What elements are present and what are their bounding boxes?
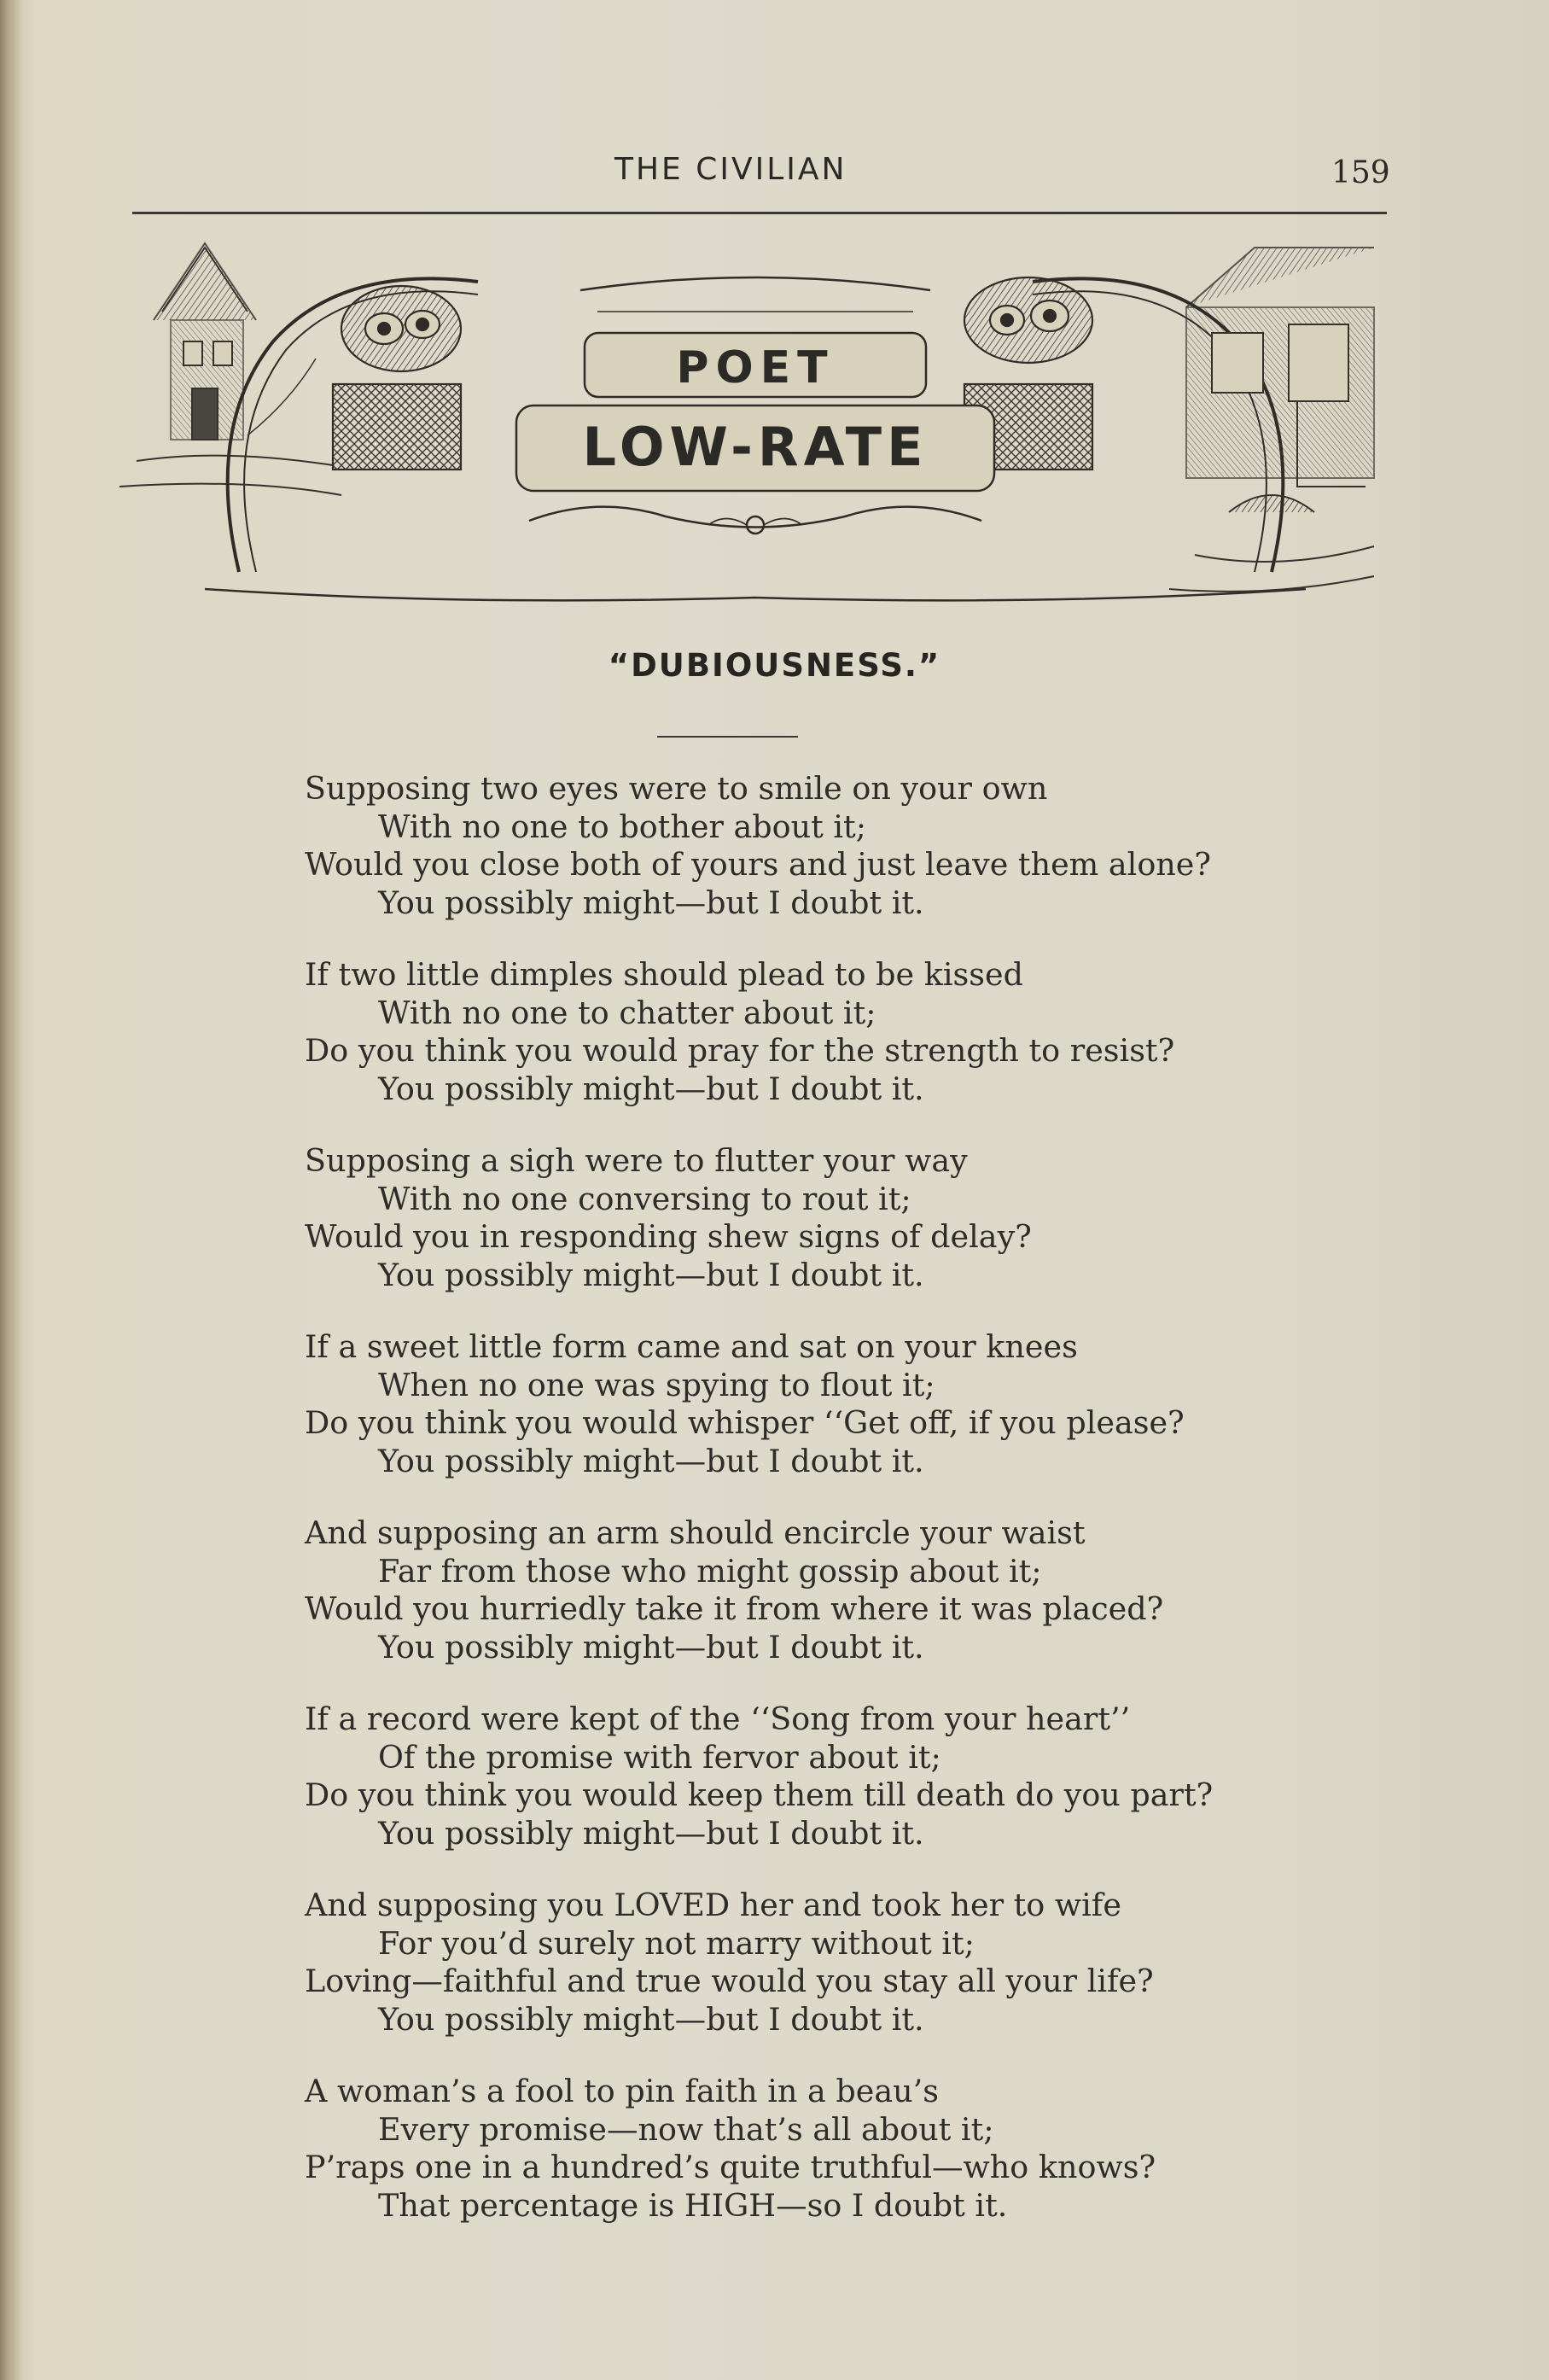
center-scroll-panel <box>516 277 994 534</box>
right-street-scene-drawing <box>1169 248 1374 592</box>
banner-text-low-rate: LOW-RATE <box>582 416 929 478</box>
poem-line: You possibly might—but I doubt it. <box>378 1070 924 1107</box>
journal-title: THE CIVILIAN <box>614 152 847 187</box>
poem-line: Do you think you would pray for the strength to resist? <box>305 1032 1175 1069</box>
title-divider <box>657 736 798 738</box>
poem-line: Do you think you would keep them till death do you part? <box>305 1776 1214 1813</box>
poem-line: If two little dimples should plead to be kissed <box>305 956 1023 993</box>
poem-line: You possibly might—but I doubt it. <box>378 2000 924 2038</box>
poem-line: When no one was spying to flout it; <box>378 1366 935 1403</box>
poem-stanza <box>305 1700 1312 1852</box>
poem-line: Loving—faithful and true would you stay all your life? <box>305 1963 1154 1999</box>
poem-line: If a record were kept of the ‘‘Song from your heart’’ <box>305 1700 1131 1737</box>
poem-stanza <box>305 770 1312 922</box>
poem-line: Would you close both of yours and just leave them alone? <box>305 846 1211 883</box>
running-head <box>0 152 1549 195</box>
poem-line: A woman’s a fool to pin faith in a beau’s <box>305 2073 939 2109</box>
poem-line: You possibly might—but I doubt it. <box>378 1814 924 1852</box>
poem-line: Supposing a sigh were to flutter your way <box>305 1142 968 1179</box>
poem-line: You possibly might—but I doubt it. <box>378 884 924 921</box>
poem-stanza <box>305 1142 1312 1294</box>
poem-line: Do you think you would whisper ‘‘Get off, if you please? <box>305 1404 1185 1441</box>
poem-line: You possibly might—but I doubt it. <box>378 1628 924 1665</box>
poem-title: “DUBIOUSNESS.” <box>608 647 941 684</box>
poem-line: Of the promise with fervor about it; <box>378 1738 941 1776</box>
poem-stanza <box>305 1514 1312 1666</box>
poem-line: That percentage is HIGH—so I doubt it. <box>378 2186 1008 2224</box>
page-binding-shadow <box>0 0 22 2380</box>
header-rule <box>132 212 1387 214</box>
poem-stanza <box>305 956 1312 1108</box>
page-number: 159 <box>1331 155 1390 190</box>
poem-stanza <box>305 1328 1312 1480</box>
poem-line: Every promise—now that’s all about it; <box>378 2110 994 2148</box>
poem-stanza <box>305 2073 1312 2225</box>
poem-line: Would you hurriedly take it from where it was placed? <box>305 1590 1164 1627</box>
poem-line: For you’d surely not marry without it; <box>378 1924 975 1962</box>
poem-line: With no one to bother about it; <box>378 808 867 845</box>
poem-line: And supposing you LOVED her and took her to wife <box>305 1887 1121 1923</box>
poem-line: Far from those who might gossip about it; <box>378 1552 1042 1590</box>
poem-line: With no one conversing to rout it; <box>378 1180 911 1217</box>
left-cottage-drawing <box>119 243 341 495</box>
left-mask-ornament <box>333 286 461 470</box>
poem-line: P’raps one in a hundred’s quite truthful—who knows? <box>305 2149 1156 2185</box>
banner-text-poet: POET <box>676 342 835 394</box>
poem-line: You possibly might—but I doubt it. <box>378 1256 924 1293</box>
poem-line: Supposing two eyes were to smile on your own <box>305 770 1048 807</box>
poem-line: Would you in responding shew signs of delay? <box>305 1218 1032 1255</box>
poem-line: You possibly might—but I doubt it. <box>378 1442 924 1479</box>
poem-line: With no one to chatter about it; <box>378 994 876 1031</box>
poem-line: And supposing an arm should encircle your waist <box>305 1514 1086 1551</box>
poet-low-rate-banner-illustration <box>119 230 1391 615</box>
poem-line: If a sweet little form came and sat on your knees <box>305 1328 1078 1365</box>
poem-stanza <box>305 1887 1312 2039</box>
poem-body <box>305 770 1312 2259</box>
